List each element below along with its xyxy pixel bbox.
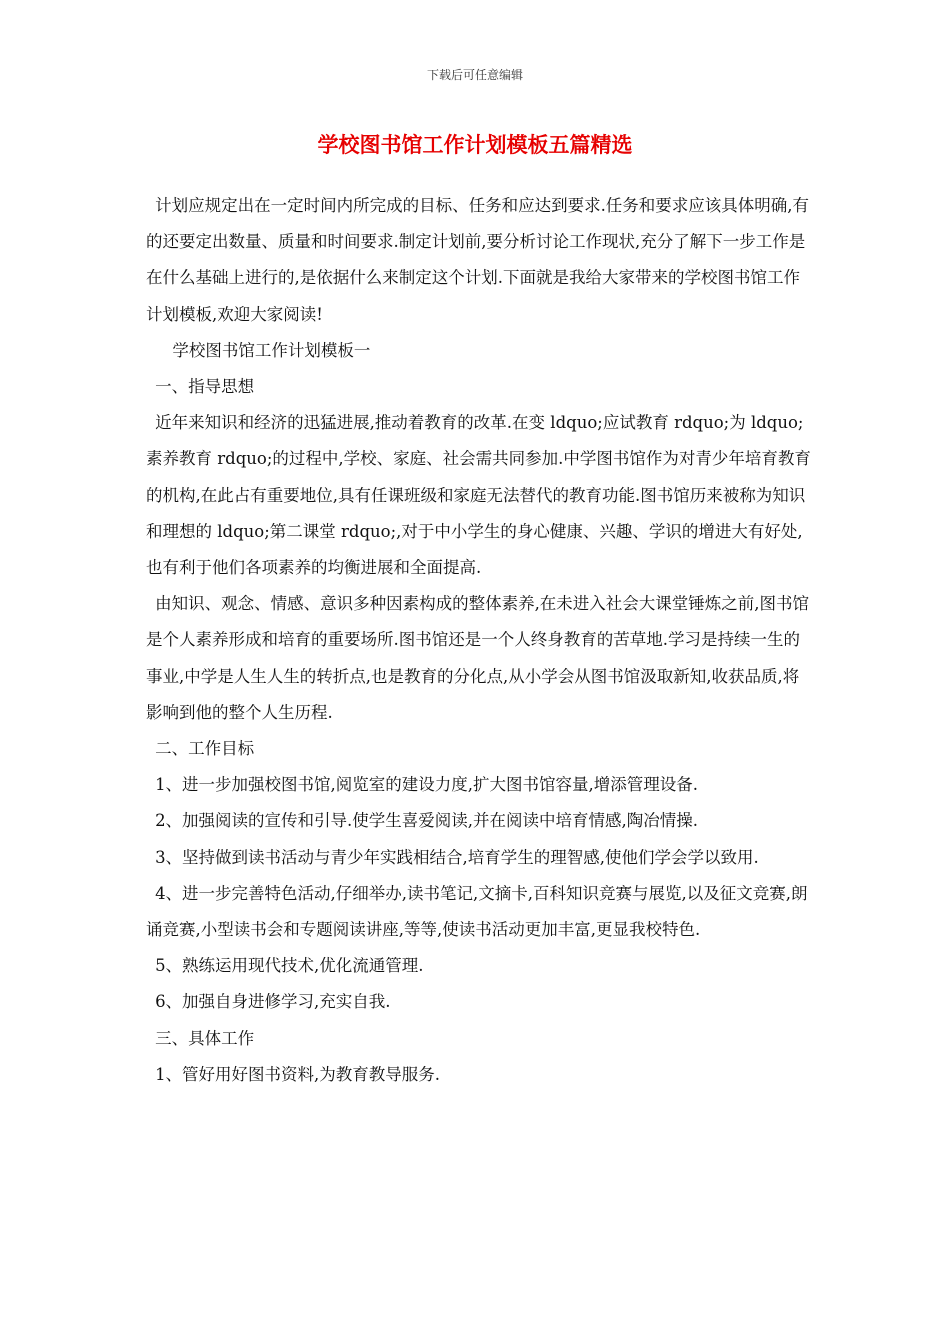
paragraph: 计划应规定出在一定时间内所完成的目标、任务和应达到要求.任务和要求应该具体明确,有的还要定出数量、质量和时间要求.制定计划前,要分析讨论工作现状,充分了解下一步工作是在什么基础上进行的,是依据什么来制定这个计划.下面就是我给大家带来的学校图书馆工作计划模板,欢迎大家阅读! — [146, 196, 810, 324]
paragraph: 一、指导思想 — [155, 377, 255, 397]
paragraph: 1、管好用好图书资料,为教育教导服务. — [155, 1064, 441, 1084]
header-note: 下载后可任意编辑 — [426, 68, 523, 82]
paragraph: 2、加强阅读的宣传和引导.使学生喜爱阅读,并在阅读中培育情感,陶冶情操. — [155, 811, 699, 831]
paragraph: 1、进一步加强校图书馆,阅览室的建设力度,扩大图书馆容量,增添管理设备. — [155, 775, 699, 795]
paragraph: 学校图书馆工作计划模板一 — [172, 340, 371, 360]
paragraph: 三、具体工作 — [155, 1028, 255, 1048]
paragraph: 4、进一步完善特色活动,仔细举办,读书笔记,文摘卡,百科知识竞赛与展览,以及征文竞赛,朗诵竞赛,小型读书会和专题阅读讲座,等等,使读书活动更加丰富,更显我校特色. — [146, 883, 808, 940]
paragraph: 6、加强自身进修学习,充实自我. — [155, 992, 391, 1012]
document-body — [146, 188, 812, 1093]
document-title: 学校图书馆工作计划模板五篇精选 — [317, 132, 633, 157]
paragraph: 5、熟练运用现代技术,优化流通管理. — [155, 956, 424, 976]
paragraph: 二、工作目标 — [155, 739, 255, 759]
paragraph: 由知识、观念、情感、意识多种因素构成的整体素养,在未进入社会大课堂锤炼之前,图书馆是个人素养形成和培育的重要场所.图书馆还是一个人终身教育的苦草地.学习是持续一生的事业,中学是人生人生的转折点,也是教育的分化点,从小学会从图书馆汲取新知,收获品质,将影响到他的整个人生历程. — [146, 594, 810, 722]
paragraph: 近年来知识和经济的迅猛进展,推动着教育的改革.在变 ldquo;应试教育 rdquo;为 ldquo;素养教育 rdquo;的过程中,学校、家庭、社会需共同参加.中学图书馆作为对青少年培育教育的机构,在此占有重要地位,具有任课班级和家庭无法替代的教育功能.图书馆历来被称为知识和理想的 ldquo;第二课堂 rdquo;,对于中小学生的身心健康、兴趣、学识的增进大有好处,也有利于他们各项素养的均衡进展和全面提高. — [146, 413, 811, 578]
paragraph: 3、坚持做到读书活动与青少年实践相结合,培育学生的理智感,使他们学会学以致用. — [155, 847, 759, 867]
